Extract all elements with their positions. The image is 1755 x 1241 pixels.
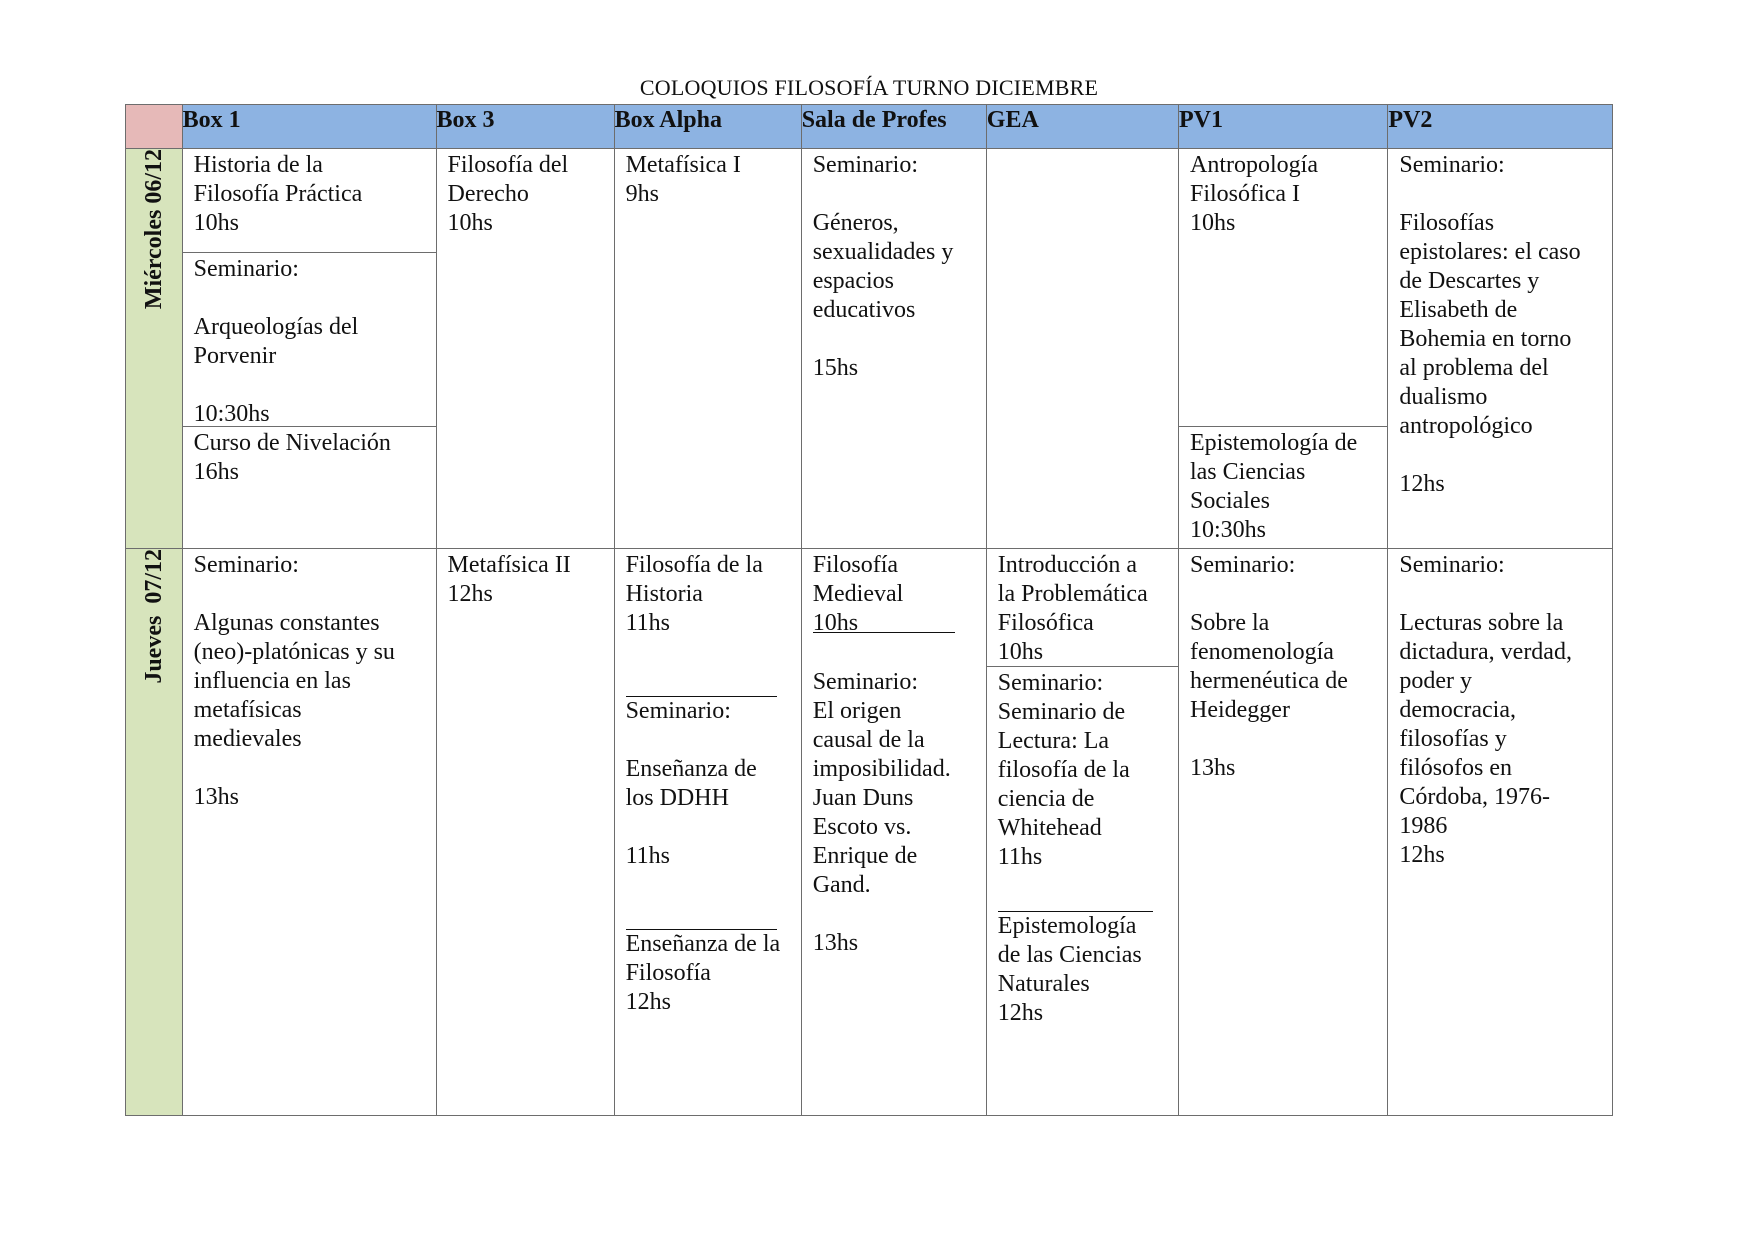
session-curso-nivelacion: Curso de Nivelación 16hs bbox=[183, 426, 436, 548]
cell-miercoles-sala-profes bbox=[801, 149, 986, 549]
cell-miercoles-pv1 bbox=[1178, 149, 1387, 549]
session-seminario-dictadura: Seminario: Lecturas sobre la dictadura, verdad, poder y democracia, filosofías y filósofos en Córdoba, 1976- 1986 12hs bbox=[1399, 552, 1572, 868]
cell-jueves-pv2 bbox=[1388, 549, 1613, 1116]
session-ensenanza-filosofia: Enseñanza de la Filosofía 12hs bbox=[625, 931, 781, 1015]
session-metafisica-1: Metafísica I 9hs bbox=[625, 152, 741, 207]
gea-sessions bbox=[987, 666, 1178, 1115]
session-seminario-ddhh: Seminario: Enseñanza de los DDHH 11hs bbox=[625, 698, 757, 869]
session-epistemologia-sociales: Epistemología de las Ciencias Sociales 10:30hs bbox=[1179, 426, 1387, 548]
separator-line bbox=[626, 900, 777, 930]
header-gea: GEA bbox=[986, 105, 1178, 149]
spacer bbox=[626, 638, 790, 667]
header-pv2: PV2 bbox=[1388, 105, 1613, 149]
session-introduccion-problematica: Introducción a la Problemática Filosófica 10hs bbox=[997, 552, 1148, 665]
spacer bbox=[998, 872, 1167, 901]
day-cell-jueves bbox=[126, 549, 183, 1116]
session-filosofia-historia: Filosofía de la Historia 11hs bbox=[625, 552, 763, 636]
corner-cell bbox=[126, 105, 183, 149]
cell-jueves-box3 bbox=[436, 549, 614, 1116]
session-seminario-filosofias-epistolares: Seminario: Filosofías epistolares: el caso de Descartes y Elisabeth de Bohemia en torno al problema del dualismo antropológico 12hs bbox=[1399, 152, 1581, 497]
session-seminario-generos: Seminario: Géneros, sexualidades y espacios educativos 15hs bbox=[812, 152, 954, 381]
session-metafisica-2: Metafísica II 12hs bbox=[447, 552, 571, 607]
separator-line bbox=[626, 667, 777, 697]
session-historia-filosofia-practica: Historia de la Filosofía Práctica 10hs bbox=[193, 152, 363, 236]
session-empty bbox=[987, 149, 1178, 151]
session-antropologia-filosofica: Antropología Filosófica I 10hs bbox=[1189, 152, 1318, 236]
cell-jueves-pv1 bbox=[1178, 549, 1387, 1116]
cell-miercoles-box-alpha bbox=[614, 149, 801, 549]
session-epistemologia-naturales: Epistemología de las Ciencias Naturales 12hs bbox=[997, 913, 1142, 1026]
day-label: Jueves 07/12 bbox=[140, 549, 167, 684]
cell-miercoles-gea bbox=[986, 149, 1178, 549]
day-row-miercoles bbox=[126, 149, 1613, 549]
cell-jueves-sala-profes bbox=[801, 549, 986, 1116]
header-box-3: Box 3 bbox=[436, 105, 614, 149]
header-box-1: Box 1 bbox=[182, 105, 436, 149]
session-seminario-duns-escoto: Seminario: El origen causal de la imposibilidad. Juan Duns Escoto vs. Enrique de Gand. 13hs bbox=[812, 669, 951, 956]
cell-jueves-gea bbox=[986, 549, 1178, 1116]
spacer bbox=[626, 871, 790, 900]
day-label: Miércoles 06/12 bbox=[140, 149, 167, 310]
cell-jueves-box1 bbox=[182, 549, 436, 1116]
document-title: COLOQUIOS FILOSOFÍA TURNO DICIEMBRE bbox=[639, 75, 1099, 100]
schedule-table bbox=[125, 104, 1613, 1116]
cell-jueves-box-alpha bbox=[614, 549, 801, 1116]
sala-profes-sessions bbox=[802, 549, 986, 958]
session-seminario-constantes-platonicas: Seminario: Algunas constantes (neo)-platónicas y su influencia en las metafísicas medievales 13hs bbox=[193, 552, 395, 810]
session-seminario-heidegger: Seminario: Sobre la fenomenología hermenéutica de Heidegger 13hs bbox=[1189, 552, 1348, 781]
day-cell-miercoles bbox=[126, 149, 183, 549]
box-alpha-sessions bbox=[615, 549, 801, 1017]
header-sala-de-profes: Sala de Profes bbox=[801, 105, 986, 149]
cell-miercoles-pv2 bbox=[1388, 149, 1613, 549]
separator-line bbox=[998, 901, 1154, 912]
header-pv1: PV1 bbox=[1178, 105, 1387, 149]
session-filosofia-medieval: Filosofía Medieval 10hs bbox=[812, 552, 904, 636]
day-row-jueves bbox=[126, 549, 1613, 1116]
session-seminario-arqueologias: Seminario: Arqueologías del Porvenir 10:30hs bbox=[183, 252, 436, 426]
cell-miercoles-box3 bbox=[436, 149, 614, 549]
session-seminario-whitehead: Seminario: Seminario de Lectura: La filosofía de la ciencia de Whitehead 11hs bbox=[997, 670, 1130, 870]
cell-miercoles-box1 bbox=[182, 149, 436, 549]
header-box-alpha: Box Alpha bbox=[614, 105, 801, 149]
session-filosofia-derecho: Filosofía del Derecho 10hs bbox=[447, 152, 569, 236]
header-row bbox=[126, 105, 1613, 149]
